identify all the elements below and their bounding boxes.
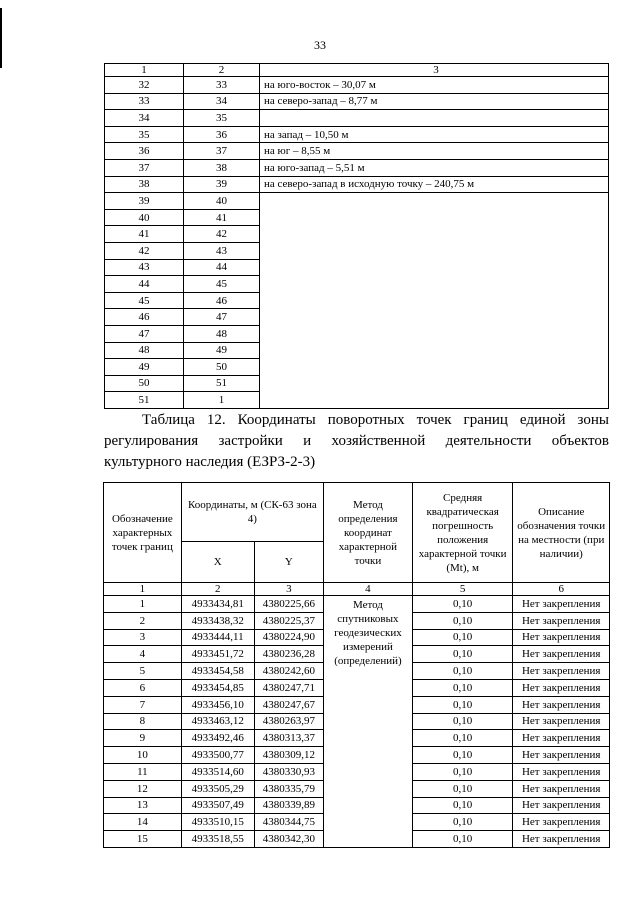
point-number: 7 (104, 696, 182, 713)
segment-description (260, 359, 609, 376)
header-col-2: 2 (184, 64, 260, 77)
column-number-5: 5 (412, 583, 513, 596)
segment-description: на юг – 8,55 м (260, 143, 609, 160)
segment-end-point: 44 (184, 259, 260, 276)
segment-start-point: 40 (105, 209, 184, 226)
segment-end-point: 45 (184, 276, 260, 293)
point-description: Нет закрепления (513, 780, 610, 797)
mean-square-error: 0,10 (412, 747, 513, 764)
point-number: 6 (104, 679, 182, 696)
coordinate-x: 4933507,49 (181, 797, 254, 814)
mean-square-error: 0,10 (412, 713, 513, 730)
coordinate-x: 4933444,11 (181, 629, 254, 646)
coordinate-y: 4380344,75 (254, 814, 323, 831)
segment-row (105, 242, 609, 259)
coordinate-y: 4380263,97 (254, 713, 323, 730)
segment-start-point: 46 (105, 309, 184, 326)
column-number-1: 1 (104, 583, 182, 596)
point-description: Нет закрепления (513, 747, 610, 764)
segment-row (105, 159, 609, 176)
point-number: 11 (104, 763, 182, 780)
segment-start-point: 43 (105, 259, 184, 276)
segment-row (105, 226, 609, 243)
point-number: 8 (104, 713, 182, 730)
coordinate-row (104, 596, 610, 613)
segments-table (104, 63, 609, 409)
mean-square-error: 0,10 (412, 831, 513, 848)
coordinate-y: 4380247,71 (254, 679, 323, 696)
coordinate-x: 4933500,77 (181, 747, 254, 764)
segment-start-point: 45 (105, 292, 184, 309)
method-cell: Метод спутниковых геодезических измерений (определений) (323, 596, 412, 848)
mean-square-error: 0,10 (412, 696, 513, 713)
segment-row (105, 309, 609, 326)
header-coordinates: Координаты, м (СК-63 зона 4) (181, 483, 323, 542)
segment-end-point: 1 (184, 392, 260, 409)
segment-description (260, 276, 609, 293)
point-number: 10 (104, 747, 182, 764)
coordinates-header-row-1 (104, 483, 610, 542)
page-number: 33 (314, 38, 326, 52)
coordinate-x: 4933451,72 (181, 646, 254, 663)
segment-end-point: 47 (184, 309, 260, 326)
point-number: 14 (104, 814, 182, 831)
segment-description (260, 375, 609, 392)
segment-row (105, 359, 609, 376)
point-number: 3 (104, 629, 182, 646)
point-description: Нет закрепления (513, 629, 610, 646)
mean-square-error: 0,10 (412, 612, 513, 629)
coordinate-y: 4380247,67 (254, 696, 323, 713)
coordinate-x: 4933434,81 (181, 596, 254, 613)
coordinate-x: 4933454,85 (181, 679, 254, 696)
segment-description (260, 110, 609, 127)
point-number: 15 (104, 831, 182, 848)
coordinate-y: 4380339,89 (254, 797, 323, 814)
coordinate-x: 4933456,10 (181, 696, 254, 713)
coordinate-x: 4933463,12 (181, 713, 254, 730)
point-number: 4 (104, 646, 182, 663)
mean-square-error: 0,10 (412, 780, 513, 797)
point-description: Нет закрепления (513, 696, 610, 713)
segment-description: на северо-запад – 8,77 м (260, 93, 609, 110)
segment-start-point: 38 (105, 176, 184, 193)
coordinate-y: 4380330,93 (254, 763, 323, 780)
segment-description (260, 193, 609, 210)
segment-start-point: 49 (105, 359, 184, 376)
point-description: Нет закрепления (513, 814, 610, 831)
segment-row (105, 375, 609, 392)
segment-end-point: 37 (184, 143, 260, 160)
segment-description (260, 292, 609, 309)
coordinate-x: 4933454,58 (181, 663, 254, 680)
segment-end-point: 46 (184, 292, 260, 309)
header-col-3: 3 (260, 64, 609, 77)
mean-square-error: 0,10 (412, 797, 513, 814)
segment-row (105, 209, 609, 226)
segment-end-point: 33 (184, 77, 260, 94)
mean-square-error: 0,10 (412, 596, 513, 613)
caption-line-1: Таблица 12. Координаты поворотных точек границ единой зоны (142, 412, 609, 428)
column-number-2: 2 (181, 583, 254, 596)
segment-end-point: 49 (184, 342, 260, 359)
segments-table-header (105, 64, 609, 77)
segment-start-point: 44 (105, 276, 184, 293)
segment-row (105, 276, 609, 293)
segment-description (260, 209, 609, 226)
segment-description (260, 342, 609, 359)
header-col-1: 1 (105, 64, 184, 77)
point-number: 12 (104, 780, 182, 797)
header-error: Средняя квадратическая погрешность положения характерной точки (Mt), м (412, 483, 513, 583)
coordinate-y: 4380224,90 (254, 629, 323, 646)
segment-row (105, 126, 609, 143)
segment-row (105, 193, 609, 210)
segment-start-point: 37 (105, 159, 184, 176)
point-description: Нет закрепления (513, 713, 610, 730)
segment-row (105, 93, 609, 110)
segment-row (105, 143, 609, 160)
segment-description (260, 226, 609, 243)
segment-end-point: 48 (184, 325, 260, 342)
point-description: Нет закрепления (513, 730, 610, 747)
segment-description: на юго-восток – 30,07 м (260, 77, 609, 94)
coordinate-y: 4380225,66 (254, 596, 323, 613)
point-description: Нет закрепления (513, 596, 610, 613)
mean-square-error: 0,10 (412, 646, 513, 663)
table-caption (104, 410, 609, 473)
point-number: 1 (104, 596, 182, 613)
segment-description: на запад – 10,50 м (260, 126, 609, 143)
coordinate-x: 4933514,60 (181, 763, 254, 780)
segment-start-point: 42 (105, 242, 184, 259)
segment-start-point: 32 (105, 77, 184, 94)
header-designation: Обозначение характерных точек границ (104, 483, 182, 583)
point-number: 5 (104, 663, 182, 680)
segment-end-point: 50 (184, 359, 260, 376)
coordinate-y: 4380313,37 (254, 730, 323, 747)
column-number-6: 6 (513, 583, 610, 596)
segment-start-point: 47 (105, 325, 184, 342)
segment-row (105, 292, 609, 309)
point-number: 13 (104, 797, 182, 814)
coordinate-x: 4933492,46 (181, 730, 254, 747)
segment-end-point: 42 (184, 226, 260, 243)
point-description: Нет закрепления (513, 831, 610, 848)
coordinate-y: 4380225,37 (254, 612, 323, 629)
segment-start-point: 48 (105, 342, 184, 359)
coordinate-y: 4380242,60 (254, 663, 323, 680)
segment-description (260, 325, 609, 342)
mean-square-error: 0,10 (412, 814, 513, 831)
segment-start-point: 51 (105, 392, 184, 409)
column-number-3: 3 (254, 583, 323, 596)
column-numbers-row (104, 583, 610, 596)
header-y: Y (254, 542, 323, 583)
header-description: Описание обозначения точки на местности (при наличии) (513, 483, 610, 583)
point-number: 2 (104, 612, 182, 629)
caption-line-2: регулирования застройки и хозяйственной деятельности объектов (104, 433, 609, 449)
header-method: Метод определения координат характерной точки (323, 483, 412, 583)
mean-square-error: 0,10 (412, 763, 513, 780)
segment-description (260, 309, 609, 326)
segment-description (260, 242, 609, 259)
point-description: Нет закрепления (513, 679, 610, 696)
segment-start-point: 50 (105, 375, 184, 392)
segment-description: на юго-запад – 5,51 м (260, 159, 609, 176)
segment-row (105, 259, 609, 276)
coordinate-y: 4380342,30 (254, 831, 323, 848)
segment-end-point: 34 (184, 93, 260, 110)
mean-square-error: 0,10 (412, 629, 513, 646)
point-description: Нет закрепления (513, 763, 610, 780)
segment-description: на северо-запад в исходную точку – 240,75 м (260, 176, 609, 193)
segment-row (105, 342, 609, 359)
segment-end-point: 38 (184, 159, 260, 176)
segment-end-point: 39 (184, 176, 260, 193)
segment-row (105, 77, 609, 94)
segment-end-point: 41 (184, 209, 260, 226)
coordinate-y: 4380309,12 (254, 747, 323, 764)
coordinate-x: 4933518,55 (181, 831, 254, 848)
segment-start-point: 34 (105, 110, 184, 127)
coordinate-x: 4933505,29 (181, 780, 254, 797)
point-description: Нет закрепления (513, 612, 610, 629)
segment-end-point: 35 (184, 110, 260, 127)
header-x: X (181, 542, 254, 583)
coordinates-table (103, 482, 610, 848)
coordinate-x: 4933438,32 (181, 612, 254, 629)
segment-start-point: 41 (105, 226, 184, 243)
point-description: Нет закрепления (513, 663, 610, 680)
segment-description (260, 259, 609, 276)
segment-description (260, 392, 609, 409)
segment-end-point: 36 (184, 126, 260, 143)
mean-square-error: 0,10 (412, 663, 513, 680)
coordinate-x: 4933510,15 (181, 814, 254, 831)
segment-start-point: 39 (105, 193, 184, 210)
point-description: Нет закрепления (513, 646, 610, 663)
mean-square-error: 0,10 (412, 679, 513, 696)
segment-start-point: 36 (105, 143, 184, 160)
coordinate-y: 4380236,28 (254, 646, 323, 663)
segment-end-point: 51 (184, 375, 260, 392)
caption-line-3: культурного наследия (ЕЗРЗ-2-3) (104, 454, 316, 470)
mean-square-error: 0,10 (412, 730, 513, 747)
segment-row (105, 110, 609, 127)
point-number: 9 (104, 730, 182, 747)
segment-row (105, 176, 609, 193)
segment-end-point: 43 (184, 242, 260, 259)
segment-row (105, 325, 609, 342)
coordinate-y: 4380335,79 (254, 780, 323, 797)
column-number-4: 4 (323, 583, 412, 596)
segment-end-point: 40 (184, 193, 260, 210)
point-description: Нет закрепления (513, 797, 610, 814)
segment-start-point: 33 (105, 93, 184, 110)
segment-row (105, 392, 609, 409)
segment-start-point: 35 (105, 126, 184, 143)
